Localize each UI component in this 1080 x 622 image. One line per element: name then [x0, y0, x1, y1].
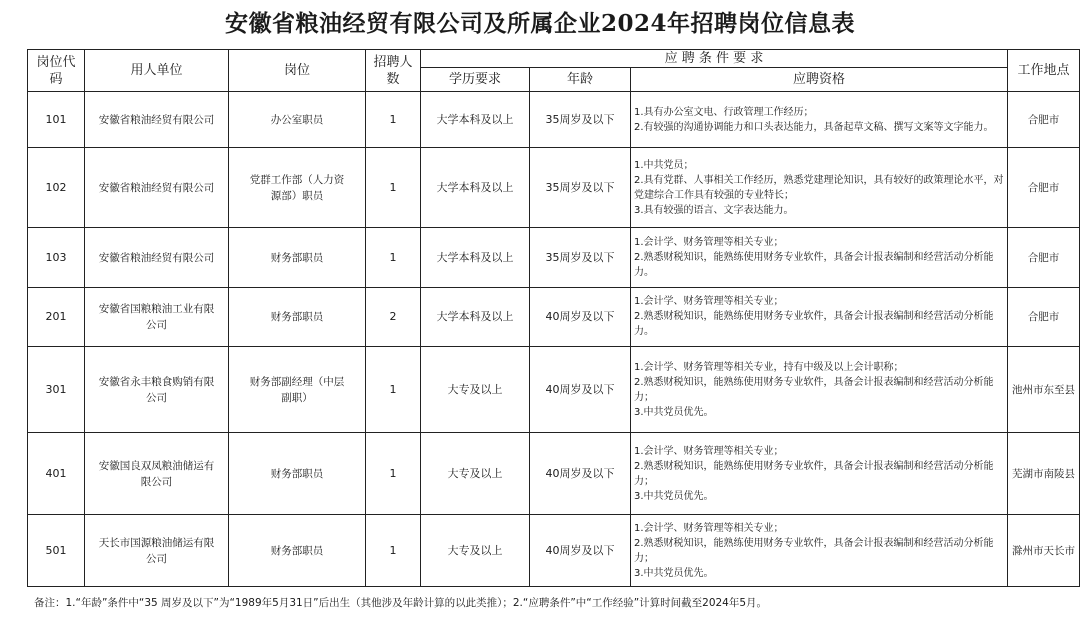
cell-count: 1 [366, 515, 421, 587]
cell-code: 101 [28, 92, 85, 148]
cell-education: 大学本科及以上 [421, 148, 530, 228]
header-requirements: 应 聘 条 件 要 求 [421, 50, 1008, 68]
qualification-line: 3.中共党员优先。 [634, 406, 714, 418]
cell-position: 财务部职员 [229, 433, 366, 515]
cell-age: 35周岁及以下 [530, 148, 631, 228]
qualification-line: 1.中共党员； [634, 159, 694, 171]
cell-location: 芜湖市南陵县 [1008, 433, 1080, 515]
cell-count: 1 [366, 433, 421, 515]
cell-position: 财务部副经理（中层副职） [229, 347, 366, 433]
cell-position: 党群工作部（人力资源部）职员 [229, 148, 366, 228]
page-title: 安徽省粮油经贸有限公司及所属企业2024年招聘岗位信息表 [224, 10, 855, 37]
qualification-line: 2.熟悉财税知识，能熟练使用财务专业软件，具备会计报表编制和经营活动分析能力。 [634, 311, 994, 338]
qualification-line: 2.具有党群、人事相关工作经历，熟悉党建理论知识，具有较好的政策理论水平，对党建综合工作具有较强的专业特长； [634, 174, 1004, 201]
header-code: 岗位代码 [28, 50, 85, 92]
qualification-line: 2.熟悉财税知识，能熟练使用财务专业软件，具备会计报表编制和经营活动分析能力； [634, 537, 994, 564]
cell-qualification [631, 92, 1008, 148]
cell-code: 103 [28, 228, 85, 287]
cell-age: 35周岁及以下 [530, 92, 631, 148]
cell-unit: 安徽省永丰粮食购销有限公司 [85, 347, 229, 433]
qualification-line: 1.具有办公室文电、行政管理工作经历； [634, 106, 814, 118]
cell-unit: 安徽省粮油经贸有限公司 [85, 148, 229, 228]
cell-code: 301 [28, 347, 85, 433]
job-table [27, 49, 1080, 587]
header-location: 工作地点 [1008, 50, 1080, 92]
table-row [28, 287, 1080, 346]
cell-education: 大学本科及以上 [421, 228, 530, 287]
qualification-line: 3.中共党员优先。 [634, 567, 714, 579]
cell-education: 大学本科及以上 [421, 92, 530, 148]
cell-age: 40周岁及以下 [530, 433, 631, 515]
cell-code: 501 [28, 515, 85, 587]
table-row [28, 347, 1080, 433]
qualification-line: 1.会计学、财务管理等相关专业； [634, 237, 784, 249]
table-row [28, 433, 1080, 515]
cell-code: 201 [28, 287, 85, 346]
cell-code: 401 [28, 433, 85, 515]
cell-location: 合肥市 [1008, 92, 1080, 148]
table-row [28, 148, 1080, 228]
qualification-line: 1.会计学、财务管理等相关专业； [634, 296, 784, 308]
cell-unit: 安徽国良双凤粮油储运有限公司 [85, 433, 229, 515]
qualification-line: 3.中共党员优先。 [634, 490, 714, 502]
header-unit: 用人单位 [85, 50, 229, 92]
cell-location: 滁州市天长市 [1008, 515, 1080, 587]
qualification-line: 2.有较强的沟通协调能力和口头表达能力，具备起草文稿、撰写文案等文字能力。 [634, 121, 994, 133]
cell-count: 1 [366, 347, 421, 433]
table-row [28, 228, 1080, 287]
qualification-line: 2.熟悉财税知识，能熟练使用财务专业软件，具备会计报表编制和经营活动分析能力； [634, 376, 994, 403]
cell-qualification [631, 228, 1008, 287]
cell-location: 合肥市 [1008, 228, 1080, 287]
cell-qualification [631, 433, 1008, 515]
cell-count: 1 [366, 148, 421, 228]
cell-position: 财务部职员 [229, 228, 366, 287]
qualification-line: 3.具有较强的语言、文字表达能力。 [634, 204, 794, 216]
cell-count: 1 [366, 92, 421, 148]
qualification-line: 1.会计学、财务管理等相关专业，持有中级及以上会计职称； [634, 361, 904, 373]
header-age: 年龄 [530, 68, 631, 92]
cell-education: 大专及以上 [421, 433, 530, 515]
cell-location: 合肥市 [1008, 287, 1080, 346]
cell-unit: 安徽省国粮粮油工业有限公司 [85, 287, 229, 346]
cell-age: 40周岁及以下 [530, 347, 631, 433]
cell-qualification [631, 148, 1008, 228]
table-row [28, 515, 1080, 587]
cell-qualification [631, 287, 1008, 346]
qualification-line: 1.会计学、财务管理等相关专业； [634, 445, 784, 457]
cell-count: 1 [366, 228, 421, 287]
cell-count: 2 [366, 287, 421, 346]
footnote: 备注：1.“年龄”条件中“35 周岁及以下”为“1989年5月31日”后出生（其他涉及年龄计算的以此类推）；2.“应聘条件”中“工作经验”计算时间截至2024年5月。 [34, 597, 768, 609]
cell-position: 财务部职员 [229, 515, 366, 587]
cell-location: 合肥市 [1008, 148, 1080, 228]
qualification-line: 1.会计学、财务管理等相关专业； [634, 522, 784, 534]
cell-qualification [631, 347, 1008, 433]
cell-code: 102 [28, 148, 85, 228]
cell-age: 40周岁及以下 [530, 287, 631, 346]
qualification-line: 2.熟悉财税知识，能熟练使用财务专业软件，具备会计报表编制和经营活动分析能力； [634, 460, 994, 487]
header-position: 岗位 [229, 50, 366, 92]
cell-qualification [631, 515, 1008, 587]
cell-position: 财务部职员 [229, 287, 366, 346]
table-row [28, 92, 1080, 148]
cell-position: 办公室职员 [229, 92, 366, 148]
qualification-line: 2.熟悉财税知识，能熟练使用财务专业软件，具备会计报表编制和经营活动分析能力。 [634, 252, 994, 279]
cell-unit: 安徽省粮油经贸有限公司 [85, 228, 229, 287]
cell-unit: 天长市国源粮油储运有限公司 [85, 515, 229, 587]
cell-education: 大专及以上 [421, 347, 530, 433]
cell-education: 大学本科及以上 [421, 287, 530, 346]
header-qualification: 应聘资格 [631, 68, 1008, 92]
header-education: 学历要求 [421, 68, 530, 92]
cell-unit: 安徽省粮油经贸有限公司 [85, 92, 229, 148]
cell-age: 40周岁及以下 [530, 515, 631, 587]
cell-education: 大专及以上 [421, 515, 530, 587]
cell-age: 35周岁及以下 [530, 228, 631, 287]
cell-location: 池州市东至县 [1008, 347, 1080, 433]
header-count: 招聘人数 [366, 50, 421, 92]
